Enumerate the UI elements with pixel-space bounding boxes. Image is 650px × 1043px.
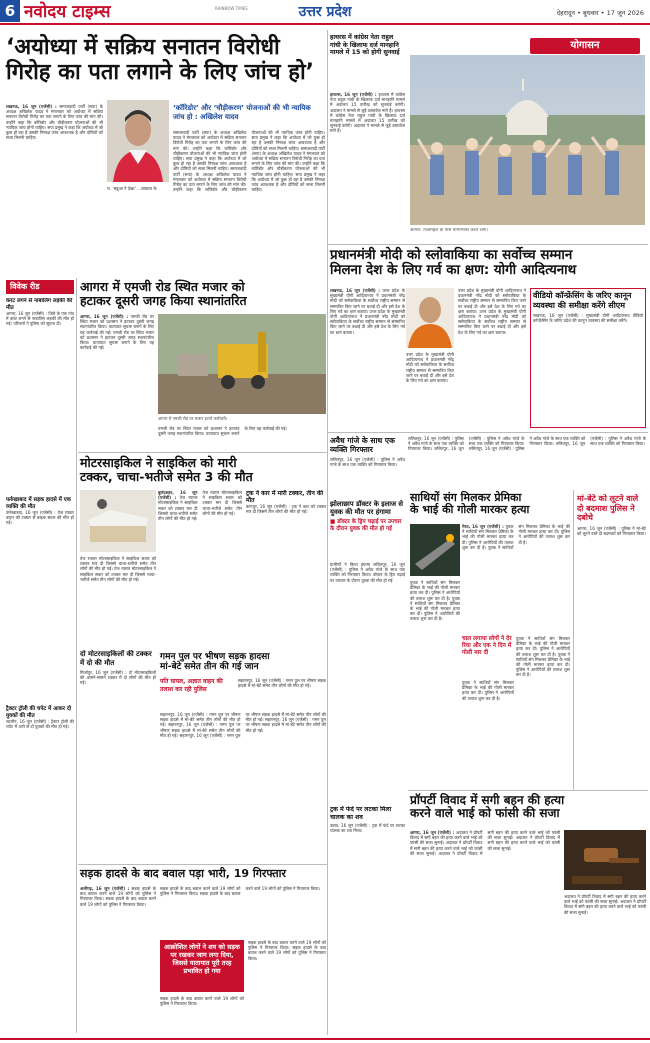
- sathiyon-text-5: युवक ने साथियों संग मिलकर प्रेमिका के भाई की गोली मारकर हत्या कर दी। पुलिस ने आरोपियों की तलाश शुरू कर दी है।: [516, 636, 570, 657]
- vivek-tag-text: विवेक रीड: [10, 282, 40, 291]
- property-text-5: अदालत ने प्रॉपर्टी विवाद में सगी बहन की हत्या करने वाले भाई को फांसी की सजा सुनाई।: [564, 894, 646, 905]
- hathras-body: [330, 92, 405, 232]
- vivek-item-2-text: फर्रुखाबाद, 16 जून (एजेंसी) : तेज रफ्तार वाहन की टक्कर से बाइक सवार की मौत हो गई।: [6, 510, 74, 526]
- jhola-headline: झोलाछाप डॉक्टर के इलाज से युवक की मौत पर हंगामा: [330, 500, 403, 517]
- property-text-6: अदालत ने प्रॉपर्टी विवाद में सगी बहन की हत्या करने वाले भाई को फांसी की सजा सुनाई।: [564, 899, 646, 915]
- cycle-headline-line2: टक्कर, चाचा-भतीजे समेत 3 की मौत: [80, 469, 253, 484]
- truck-brief-headline: ट्रक ने कार में मारी टक्कर, तीन की मौत: [246, 490, 324, 504]
- sathiyon-body-c: [516, 636, 570, 786]
- masthead: नवोदय टाइम्स: [24, 2, 111, 22]
- vivek-column: [6, 298, 74, 998]
- cycle-text: तेज रफ्तार मोटरसाइकिल ने साइकिल सवार को टक्कर मार दी जिससे चाचा-भतीजे समेत तीन लोगों की मौत हो गई।: [158, 495, 198, 522]
- sadak-text-6: सड़क हादसे के बाद बवाल करने वाले 19 लोगों को पुलिस ने गिरफ्तार किया।: [248, 945, 326, 961]
- modi-headline-line1: प्रधानमंत्री मोदी को स्लोवाकिया का सर्वोच्च सम्मान: [330, 248, 573, 263]
- yoga-label: योगासन: [530, 38, 640, 54]
- hathras-headline: हाथरस में कांग्रेस नेता राहुल गांधी के खिलाफ दर्ज मानहानि मामले में 15 को होगी सुनवाई: [330, 34, 400, 57]
- gaman-headline-line2: मां-बेटे समेत तीन की गई जान: [160, 662, 259, 673]
- sadak-text-5: सड़क हादसे के बाद बवाल करने वाले 19 लोगों को पुलिस ने गिरफ्तार किया।: [248, 940, 326, 951]
- hathras-text-2: हाथरस में कांग्रेस नेता राहुल गांधी के खिलाफ दर्ज मानहानि मामले में अदालत 15 तारीख को सुनवाई करेगी। अदालत ने मामले से जुड़े दस्तावेज मांगे हैं।: [330, 107, 405, 134]
- cycle-text-3: तेज रफ्तार मोटरसाइकिल ने साइकिल सवार को टक्कर मार दी जिससे चाचा-भतीजे समेत तीन लोगों की मौत हो गई।: [80, 556, 156, 572]
- lead-text-cont2: समाजवादी पार्टी (सपा) के अध्यक्ष अखिलेश यादव ने मंगलवार को अयोध्या में सक्रिय सनातन विरोधी गिरोह का पता लगाने के लिए जांच की मांग की। उन्होंने कहा कि कॉरिडोर और चौड़ीकरण योजनाओं की भी न्यायिक जांच होनी चाहिए। सपा प्रमुख ने कहा कि अयोध्या में जो कुछ हो रहा है उसकी निष्पक्ष जांच आवश्यक है और दोषियों को सजा मिलनी चाहिए।: [173, 130, 325, 193]
- cycle-byline: बुलंदशहर, 16 जून (एजेंसी) :: [158, 490, 198, 501]
- header-rule: [0, 23, 650, 25]
- arrest-text-wide-3: ललितपुर, 16 जून (एजेंसी) : पुलिस ने अवैध गांजे के साथ एक व्यक्ति को गिरफ्तार किया।: [468, 436, 586, 452]
- property-text-4: अदालत ने प्रॉपर्टी विवाद में सगी बहन की हत्या करने वाले भाई को फांसी की सजा सुनाई।: [487, 835, 560, 851]
- jhola-bullet-1: ■ डॉक्टर के ड्रिप चढ़ाई पर उपचार के दौरान युवक की मौत हो गई: [330, 519, 402, 533]
- vivek-item-2-headline: फर्रुखाबाद में सड़क हादसे में एक व्यक्ति की मौत: [6, 497, 71, 510]
- gaman-text-3: सहारनपुर, 16 जून (एजेंसी) : गमन पुल पर भीषण सड़क हादसे में मां-बेटे समेत तीन लोगों की मौत हो गई।: [179, 712, 326, 738]
- agra-text-3: एमजी रोड पर स्थित मजार को प्रशासन ने हटाकर दूसरी जगह स्थानांतरित किया। यातायात सुचारु बनाने के लिए यह कार्रवाई की गई।: [158, 426, 288, 437]
- vivek-item-3-headline: ट्रैक्टर ट्रॉली की चपेट में आकर दो युवकों की मौत: [6, 706, 72, 719]
- sadak-text-4: सड़क हादसे के बाद बवाल करने वाले 19 लोगों को पुलिस ने गिरफ्तार किया।: [199, 886, 321, 897]
- hathras-text: हाथरस में कांग्रेस नेता राहुल गांधी के खिलाफ दर्ज मानहानि मामले में अदालत 15 तारीख को सुनवाई करेगी। अदालत ने मामले से जुड़े दस्तावेज मांगे हैं।: [330, 92, 405, 113]
- modi-body-c: [458, 288, 526, 428]
- sathiyon-text-3: युवक ने साथियों संग मिलकर प्रेमिका के भाई की गोली मारकर हत्या कर दी। पुलिस ने आरोपियों की तलाश शुरू कर दी है।: [410, 580, 460, 601]
- lead-col-1: [6, 104, 103, 264]
- sathiyon-headline: [410, 492, 570, 517]
- arrest-brief-headline: अवैध गांजे के साथ एक व्यक्ति गिरफ्तार: [330, 436, 395, 454]
- vivek-item-1-headline: करंट लगने से नाबालिग लड़की की मौत: [6, 298, 73, 311]
- cycle-text-4: तेज रफ्तार मोटरसाइकिल ने साइकिल सवार को टक्कर मार दी जिससे चाचा-भतीजे समेत तीन लोगों की मौत हो गई।: [80, 566, 156, 582]
- agra-headline-line2: हटाकर दूसरी जगह किया स्थानांतरित: [80, 293, 247, 308]
- agra-headline: [80, 280, 326, 308]
- jhola-body-text-2: ललितपुर, 16 जून (एजेंसी) : पुलिस ने अवैध गांजे के साथ एक व्यक्ति को गिरफ्तार किया।: [330, 562, 405, 578]
- lead-photo-caption: रा. ‘बबुआ ने देखा’ ...वक्तव्य के: [107, 186, 157, 191]
- gaman-body-top: [238, 678, 326, 710]
- gaman-headline: [160, 652, 326, 672]
- lead-byline: लखनऊ, 16 जून (एजेंसी) :: [6, 104, 57, 109]
- truck-ring-headline: ट्रक में फंदे पर लटका मिला चालक का शव: [330, 806, 392, 821]
- vivek-item-3-text: जालौन, 16 जून (एजेंसी) : ट्रैक्टर ट्रॉली की चपेट में आने से दो युवकों की मौत हो गई।: [6, 719, 74, 730]
- cycle-photo: [80, 490, 156, 552]
- truck-ring-text: उन्नाव, 16 जून (एजेंसी) : ट्रक में फंदे पर लटका चालक का शव मिला।: [330, 823, 405, 834]
- maa-bete-headline: मां-बेटे को लूटने वाले दो बदमाश पुलिस ने दबोचे: [577, 494, 639, 523]
- modi-text-5: उत्तर प्रदेश के मुख्यमंत्री योगी आदित्यनाथ ने प्रधानमंत्री नरेंद्र मोदी को स्लोवाकिया के सर्वोच्च राष्ट्रीय सम्मान से सम्मानित किए जाने पर बधाई दी और इसे देश के लिए गर्व का क्षण बताया।: [458, 308, 526, 335]
- sathiyon-text-7: युवक ने साथियों संग मिलकर प्रेमिका के भाई की गोली मारकर हत्या कर दी। पुलिस ने आरोपियों की तलाश शुरू कर दी है।: [462, 680, 514, 701]
- property-body: [410, 830, 560, 1035]
- property-text-2: अदालत ने प्रॉपर्टी विवाद में सगी बहन की हत्या करने वाले भाई को फांसी की सजा सुनाई।: [410, 840, 483, 856]
- agra-text: एमजी रोड पर स्थित मजार को प्रशासन ने हटाकर दूसरी जगह स्थानांतरित किया। यातायात सुचारु बनाने के लिए यह कार्रवाई की गई।: [80, 314, 154, 335]
- jhola-body: [330, 562, 405, 802]
- cycle-headline: [80, 456, 326, 484]
- arrest-text-wide-4: ललितपुर, 16 जून (एजेंसी) : पुलिस ने अवैध गांजे के साथ एक व्यक्ति को गिरफ्तार किया।: [555, 436, 646, 447]
- sadak-text-7: सड़क हादसे के बाद बवाल करने वाले 19 लोगों को पुलिस ने गिरफ्तार किया।: [160, 996, 244, 1007]
- sadak-headline: सड़क हादसे के बाद बवाल पड़ा भारी, 19 गिरफ्तार: [80, 867, 286, 880]
- yoga-caption: आगरा: ताजमहल के पास योगाभ्यास करते लोग।: [410, 228, 489, 233]
- lead-text: समाजवादी पार्टी (सपा) के अध्यक्ष अखिलेश यादव ने मंगलवार को अयोध्या में सक्रिय सनातन विरोधी गिरोह का पता लगाने के लिए जांच की मांग की। उन्होंने कहा कि कॉरिडोर और चौड़ीकरण योजनाओं की भी न्यायिक जांच होनी चाहिए। सपा प्रमुख ने कहा कि अयोध्या में जो कुछ हो रहा है उसकी निष्पक्ष जांच आवश्यक है और दोषियों को सजा मिलनी चाहिए।: [6, 104, 103, 141]
- agra-body-2: [158, 426, 326, 450]
- property-headline-line1: प्रॉपर्टी विवाद में सगी बहन की हत्या: [410, 793, 565, 807]
- sadak-body: [80, 886, 156, 1036]
- lead-col-2: [173, 130, 325, 270]
- truck-brief-text: कानपुर, 16 जून (एजेंसी) : ट्रक ने कार को टक्कर मार दी जिसमें तीन लोगों की मौत हो गई।: [246, 504, 326, 515]
- property-headline: [410, 794, 646, 821]
- maa-bete-text: आगरा, 16 जून (एजेंसी) : पुलिस ने मां-बेटे को लूटने वाले दो बदमाशों को गिरफ्तार किया।: [577, 525, 646, 536]
- sathiyon-byline: मेरठ, 16 जून (एजेंसी) :: [462, 524, 504, 529]
- vivek-item-3: [6, 706, 74, 899]
- agra-text-2: एमजी रोड पर स्थित मजार को प्रशासन ने हटाकर दूसरी जगह स्थानांतरित किया। यातायात सुचारु बनाने के लिए यह कार्रवाई की गई।: [80, 329, 154, 351]
- sathiyon-photo: [410, 524, 460, 576]
- vivek-item-1: [6, 298, 74, 491]
- jhola-body-text-3: डॉक्टर के ड्रिप चढ़ाई पर उपचार के दौरान युवक की मौत हो गई: [330, 572, 405, 583]
- two-motorcycle-text: मिर्जापुर, 16 जून (एजेंसी) : दो मोटरसाइकिलों की आमने-सामने टक्कर में दो लोगों की मौत हो गई।: [80, 670, 156, 686]
- property-byline: आगरा, 16 जून (एजेंसी) :: [410, 830, 455, 835]
- truck-ring-brief: [330, 806, 405, 926]
- yoga-photo: [410, 55, 645, 225]
- modi-headline: [330, 248, 648, 278]
- akhilesh-photo: [107, 100, 169, 182]
- sathiyon-body-b: [410, 580, 460, 780]
- cm-review-text: लखनऊ, 16 जून (एजेंसी) : मुख्यमंत्री योगी आदित्यनाथ वीडियो कॉन्फ्रेंसिंग के जरिए प्रदेश की कानून व्यवस्था की समीक्षा करेंगे।: [533, 313, 643, 324]
- rule-mid-right: [328, 432, 648, 433]
- modi-text-4: उत्तर प्रदेश के मुख्यमंत्री योगी आदित्यनाथ ने प्रधानमंत्री नरेंद्र मोदी को स्लोवाकिया के सर्वोच्च राष्ट्रीय सम्मान से सम्मानित किए जाने पर बधाई दी और इसे देश के लिए गर्व का क्षण बताया।: [458, 288, 526, 314]
- dateline: देहरादून • बुधवार • 17 जून 2026: [556, 9, 644, 17]
- gaman-text: सहारनपुर, 16 जून (एजेंसी) : गमन पुल पर भीषण सड़क हादसे में मां-बेटे समेत तीन लोगों की मौत हो गई।: [160, 712, 241, 728]
- hathras-byline: हाथरस, 16 जून (एजेंसी) :: [330, 92, 377, 97]
- cycle-body: [158, 490, 242, 620]
- sadak-text: सड़क हादसे के बाद बवाल करने वाले 19 लोगों को पुलिस ने गिरफ्तार किया।: [80, 886, 156, 902]
- lead-text-cont3: समाजवादी पार्टी (सपा) के अध्यक्ष अखिलेश यादव ने मंगलवार को अयोध्या में सक्रिय सनातन विरोधी गिरोह का पता लगाने के लिए जांच की मांग की। उन्होंने कहा कि कॉरिडोर और चौड़ीकरण योजनाओं की भी न्यायिक जांच होनी चाहिए। सपा प्रमुख ने कहा कि अयोध्या में जो कुछ हो रहा है उसकी निष्पक्ष जांच आवश्यक है और दोषियों को सजा मिलनी चाहिए।: [251, 145, 325, 193]
- sathiyon-text-6: युवक ने साथियों संग मिलकर प्रेमिका के भाई की गोली मारकर हत्या कर दी। पुलिस ने आरोपियों की तलाश शुरू कर दी है।: [516, 651, 570, 678]
- cycle-body-left: [80, 556, 156, 646]
- agra-photo-caption: आगरा में एमजी रोड पर मजार हटाते कर्मचारी।: [158, 416, 228, 421]
- property-text-3: अदालत ने प्रॉपर्टी विवाद में सगी बहन की हत्या करने वाले भाई को फांसी की सजा सुनाई।: [438, 830, 560, 856]
- gaman-body: [160, 712, 326, 862]
- modi-text-3: उत्तर प्रदेश के मुख्यमंत्री योगी आदित्यनाथ ने प्रधानमंत्री नरेंद्र मोदी को स्लोवाकिया के सर्वोच्च राष्ट्रीय सम्मान से सम्मानित किए जाने पर बधाई दी और इसे देश के लिए गर्व का क्षण बताया।: [406, 352, 454, 384]
- vivek-item-2: [6, 497, 74, 700]
- gaman-headline-line1: गमन पुल पर भीषण सड़क हादसा: [160, 652, 270, 662]
- cycle-headline-line1: मोटरसाइकिल ने साइकिल को मारी: [80, 455, 237, 470]
- lead-text-cont: समाजवादी पार्टी (सपा) के अध्यक्ष अखिलेश यादव ने मंगलवार को अयोध्या में सक्रिय सनातन विरोधी गिरोह का पता लगाने के लिए जांच की मांग की। उन्होंने कहा कि कॉरिडोर और चौड़ीकरण योजनाओं की भी न्यायिक जांच होनी चाहिए। सपा प्रमुख ने कहा कि अयोध्या में जो कुछ हो रहा है उसकी निष्पक्ष जांच आवश्यक है और दोषियों को सजा मिलनी चाहिए।: [173, 130, 247, 172]
- rule-mid-left: [78, 452, 328, 453]
- sathiyon-headline-line1: साथियों संग मिलकर प्रेमिका: [410, 491, 522, 504]
- arrest-text-wide-2: ललितपुर, 16 जून (एजेंसी) : पुलिस ने अवैध गांजे के साथ एक व्यक्ति को गिरफ्तार किया।: [434, 436, 525, 452]
- sathiyon-text: युवक ने साथियों संग मिलकर प्रेमिका के भाई की गोली मारकर हत्या कर दी। पुलिस ने आरोपियों की तलाश शुरू कर दी है।: [462, 524, 514, 550]
- rule-maa: [573, 490, 574, 790]
- modi-byline: लखनऊ, 16 जून (एजेंसी) :: [330, 288, 380, 293]
- truck-brief: [246, 490, 326, 640]
- two-motorcycle-headline: दो मोटरसाइकिलों की टक्कर में दो की मौत: [80, 650, 152, 667]
- sadak-inset-text: आक्रोशित लोगों ने शव को सड़क पर रखकर जाम लगा दिया, जिससे यातायात पूरी तरह प्रभावित हो गया: [164, 943, 240, 975]
- sathiyon-body: [462, 524, 570, 634]
- lead-kicker: ‘कॉरिडोर’ और ‘चौड़ीकरण’ योजनाओं की भी न्यायिक जांच हो : अखिलेश यादव: [173, 104, 311, 121]
- masthead-subtitle: RAINBOW TIMES: [215, 6, 248, 11]
- property-body-b: [564, 894, 646, 1035]
- page-number-tab: [0, 0, 20, 22]
- agra-headline-line1: आगरा में एमजी रोड स्थित मजार को: [80, 279, 245, 294]
- lead-headline-line1: ‘अयोध्या में सक्रिय सनातन विरोधी: [6, 35, 280, 60]
- region-label: उत्तर प्रदेश: [298, 4, 352, 20]
- rule-center: [327, 30, 328, 1035]
- arrest-brief-text: ललितपुर, 16 जून (एजेंसी) : पुलिस ने अवैध गांजे के साथ एक व्यक्ति को गिरफ्तार किया।: [330, 457, 405, 468]
- sathiyon-headline-line2: के भाई की गोली मारकर हत्या: [410, 503, 530, 517]
- property-headline-line2: करने वाले भाई को फांसी की सजा: [410, 806, 560, 821]
- sadak-byline: अलीगढ़, 16 जून (एजेंसी) :: [80, 886, 130, 891]
- cm-review-headline: वीडियो कॉन्फ्रेंसिंग के जरिए कानून व्यवस्था की समीक्षा करेंगे सीएम: [533, 291, 632, 310]
- gaman-inset: पति घायल, अज्ञात वाहन की तलाश कर रही पुलिस: [160, 678, 223, 693]
- jhola-body-text: ग्रामीणों ने किया हंगामा: [330, 562, 371, 567]
- gaman-text-5: सहारनपुर, 16 जून (एजेंसी) : गमन पुल पर भीषण सड़क हादसे में मां-बेटे समेत तीन लोगों की मौत हो गई।: [238, 678, 326, 689]
- rule-sadak: [78, 864, 328, 865]
- page-number: 6: [4, 2, 16, 20]
- modi-text: उत्तर प्रदेश के मुख्यमंत्री योगी आदित्यनाथ ने प्रधानमंत्री नरेंद्र मोदी को स्लोवाकिया के सर्वोच्च राष्ट्रीय सम्मान से सम्मानित किए जाने पर बधाई दी और इसे देश के लिए गर्व का क्षण बताया।: [330, 288, 405, 314]
- property-text: अदालत ने प्रॉपर्टी विवाद में सगी बहन की हत्या करने वाले भाई को फांसी की सजा सुनाई।: [410, 830, 483, 846]
- sathiyon-text-2: युवक ने साथियों संग मिलकर प्रेमिका के भाई की गोली मारकर हत्या कर दी। पुलिस ने आरोपियों की तलाश शुरू कर दी है।: [488, 524, 570, 550]
- vivek-item-1-text: आगरा, 16 जून (एजेंसी) : जिले के एक गांव में करंट लगने से नाबालिग लड़की की मौत हो गई। परिजनों ने पुलिस को सूचना दी।: [6, 311, 74, 327]
- two-motorcycle-story: [80, 650, 156, 860]
- sathiyon-body-d: [462, 680, 514, 786]
- sadak-text-2: सड़क हादसे के बाद बवाल करने वाले 19 लोगों को पुलिस ने गिरफ्तार किया।: [80, 896, 156, 907]
- modi-text-2: उत्तर प्रदेश के मुख्यमंत्री योगी आदित्यनाथ ने प्रधानमंत्री नरेंद्र मोदी को स्लोवाकिया के सर्वोच्च राष्ट्रीय सम्मान से सम्मानित किए जाने पर बधाई दी और इसे देश के लिए गर्व का क्षण बताया।: [330, 308, 405, 335]
- gavel-photo: [564, 830, 646, 890]
- sathiyon-inset: चाल लगाया लोगों ने देर रिया और एक ने दिन में गोली मार दी: [462, 636, 512, 656]
- modi-body-a: [330, 288, 405, 428]
- sadak-body-4: [160, 996, 244, 1036]
- lead-headline: [6, 36, 324, 85]
- rule-property: [408, 790, 648, 791]
- yogi-photo: [406, 288, 454, 348]
- gaman-text-4: सहारनपुर, 16 जून (एजेंसी) : गमन पुल पर भीषण सड़क हादसे में मां-बेटे समेत तीन लोगों की मौत हो गई।: [245, 717, 326, 733]
- agra-byline: आगरा, 16 जून (एजेंसी) :: [80, 314, 129, 319]
- rule-vivek: [76, 278, 77, 1033]
- agra-body: [80, 314, 154, 449]
- gaman-text-2: सहारनपुर, 16 जून (एजेंसी) : गमन पुल पर भीषण सड़क हादसे में मां-बेटे समेत तीन लोगों की मौत हो गई।: [160, 722, 241, 738]
- jhola-bullet-1-text: डॉक्टर के ड्रिप चढ़ाई पर उपचार के दौरान युवक की मौत हो गई: [330, 519, 402, 533]
- sadak-body-3: [248, 940, 326, 1036]
- vivek-tag: [6, 280, 74, 294]
- rule-top: [328, 244, 648, 245]
- footer-rule: [0, 1038, 650, 1040]
- sadak-text-3: सड़क हादसे के बाद बवाल करने वाले 19 लोगों को पुलिस ने गिरफ्तार किया।: [160, 886, 241, 897]
- lead-headline-line2: गिरोह का पता लगाने के लिए जांच हो’: [6, 59, 315, 85]
- maa-bete-brief: [577, 494, 646, 789]
- arrest-body-wide: [408, 436, 646, 486]
- cm-review-box: [530, 288, 646, 428]
- sathiyon-text-4: युवक ने साथियों संग मिलकर प्रेमिका के भाई की गोली मारकर हत्या कर दी। पुलिस ने आरोपियों की तलाश शुरू कर दी है।: [410, 595, 460, 622]
- sadak-inset: [160, 940, 244, 992]
- agra-photo: [158, 314, 326, 414]
- modi-headline-line2: मिलना देश के लिए गर्व का क्षण: योगी आदित्यनाथ: [330, 263, 577, 278]
- cycle-text-2: तेज रफ्तार मोटरसाइकिल ने साइकिल सवार को टक्कर मार दी जिससे चाचा-भतीजे समेत तीन लोगों की मौत हो गई।: [202, 490, 242, 516]
- sadak-body-2: [160, 886, 326, 936]
- arrest-text-wide: ललितपुर, 16 जून (एजेंसी) : पुलिस ने अवैध गांजे के साथ एक व्यक्ति को गिरफ्तार किया।: [408, 436, 464, 452]
- modi-body-b: [406, 352, 454, 432]
